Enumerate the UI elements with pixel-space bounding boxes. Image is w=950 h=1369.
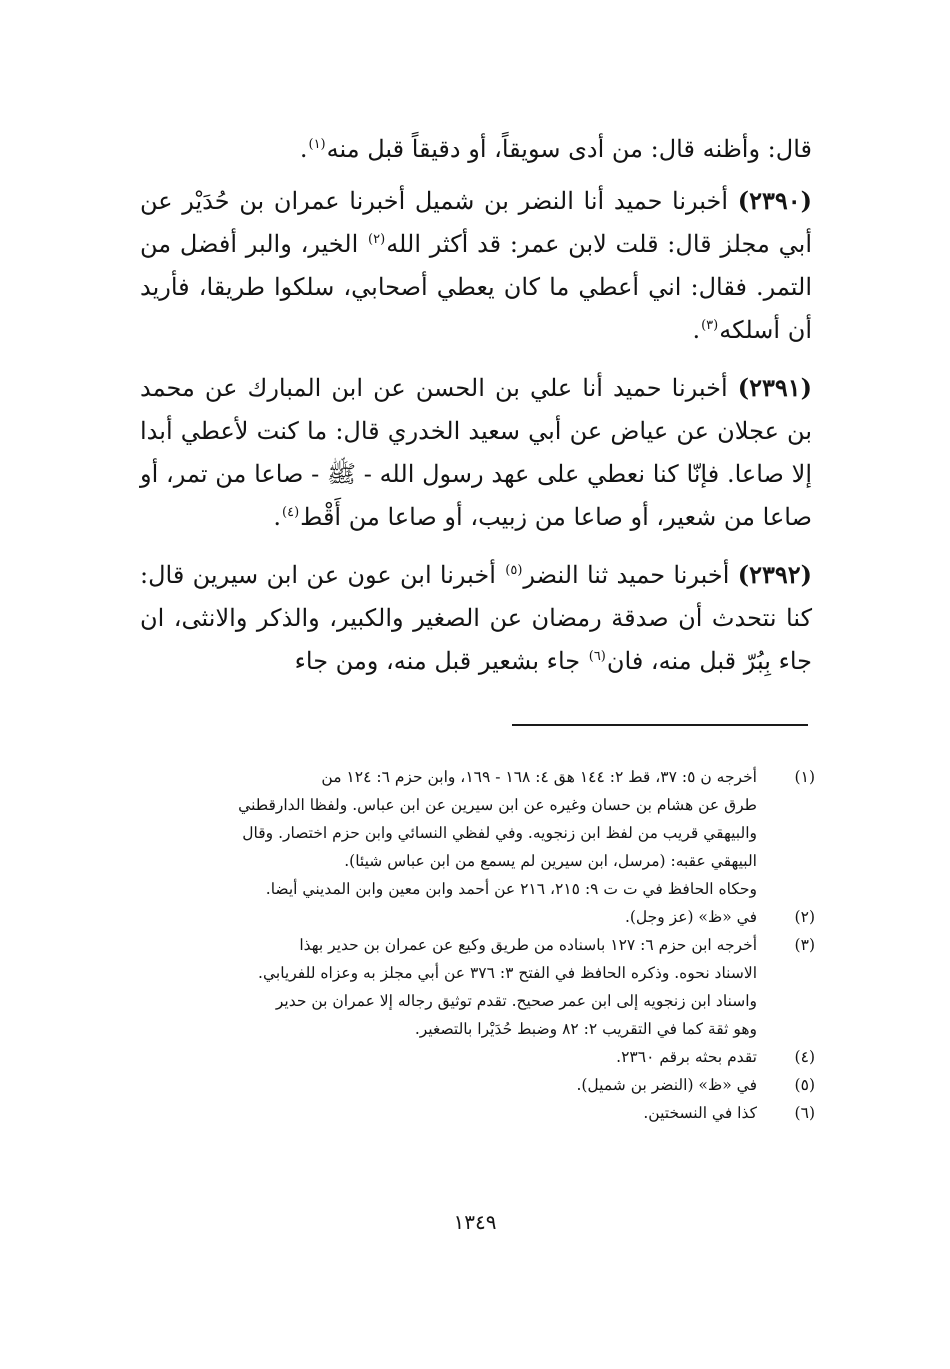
footnote-line: في «ظ» (النضر بن شميل). <box>576 1076 757 1094</box>
footnote-line: كذا في النسختين. <box>643 1104 757 1122</box>
footnote-ref-4[interactable]: (٤) <box>282 505 300 520</box>
entry-2391 <box>140 366 812 539</box>
footnote-line: طرق عن هشام بن حسان وغيره عن ابن سيرين عن ابن عباس. ولفظا الدارقطني <box>238 796 757 814</box>
footnote-5 <box>150 1071 815 1099</box>
footnote-divider <box>512 724 808 726</box>
footnote-line: البيهقي عقبه: (مرسل، ابن سيرين لم يسمع من ابن عباس شيئا). <box>344 852 757 870</box>
footnote-2 <box>150 903 815 931</box>
entry-number-2392: (٢٣٩٢) <box>737 560 812 589</box>
entry-2392-text-b: أخبرنا ابن عون عن ابن سيرين قال: كنا نتحدث أن صدقة رمضان عن الصغير والكبير، والذكر والانثى، ان جاء بِبُرّ قبل منه، فان <box>140 561 812 675</box>
footnote-number: (٤) <box>794 1048 815 1066</box>
footnote-4 <box>150 1043 815 1071</box>
footnote-number: (٣) <box>794 936 815 954</box>
footnote-line: أخرجه ابن حزم ٦: ١٢٧ باسناده من طريق وكيع عن عمران بن حدير بهذا <box>299 936 757 954</box>
footnote-line: واسناد ابن زنجويه إلى ابن عمر صحيح. تقدم توثيق رجاله إلا عمران بن حدير <box>275 992 757 1010</box>
footnote-ref-2[interactable]: (٢) <box>368 232 386 247</box>
footnote-6 <box>150 1099 815 1127</box>
footnote-line: والبيهقي قريب من لفظ ابن زنجويه. وفي لفظي النسائي وابن حزم اختصار. وقال <box>242 824 757 842</box>
footnote-line: وهو ثقة كما في التقريب ٢: ٨٢ وضبط حُدَيْرا بالتصغير. <box>414 1020 757 1038</box>
footnote-ref-6[interactable]: (٦) <box>588 649 606 664</box>
footnote-line: في «ظ» (عز وجل). <box>624 908 757 926</box>
entry-2390-text-a: أخبرنا حميد أنا النضر بن شميل أخبرنا عمران بن حُدَيْر عن أبي مجلز قال: قلت لابن عمر: قد أكثر الله <box>140 187 812 258</box>
entry-2390 <box>140 179 812 352</box>
entry-2390-end: . <box>692 316 701 344</box>
footnote-number: (٥) <box>794 1076 815 1094</box>
entry-2392 <box>140 553 812 683</box>
footnote-body <box>150 1071 757 1099</box>
footnote-ref-3[interactable]: (٣) <box>701 318 719 333</box>
intro-text: قال: وأظنه قال: من أدى سويقاً، أو دقيقاً قبل منه <box>326 135 812 163</box>
footnote-body <box>150 903 757 931</box>
footnote-body <box>150 1099 757 1127</box>
footnotes <box>150 763 815 1127</box>
footnote-body <box>150 931 757 1043</box>
footnote-line: أخرجه ن ٥: ٣٧، قط ٢: ١٤٤ هق ٤: ١٦٨ - ١٦٩، وابن حزم ٦: ١٢٤ من <box>321 768 757 786</box>
footnote-line: الاسناد نحوه. وذكره الحافظ في الفتح ٣: ٣٧٦ عن أبي مجلز به وعزاه للفريابي. <box>258 964 757 982</box>
footnote-line: وحكاه الحافظ في ت ت ٩: ٢١٥، ٢١٦ عن أحمد وابن معين وابن المديني أيضا. <box>265 880 757 898</box>
main-text <box>140 128 812 697</box>
page-number: ١٣٤٩ <box>453 1210 497 1234</box>
footnote-3 <box>150 931 815 1043</box>
footnote-1 <box>150 763 815 903</box>
intro-paragraph <box>140 128 812 171</box>
footnote-ref-1[interactable]: (١) <box>308 137 326 152</box>
footnote-ref-5[interactable]: (٥) <box>505 563 523 578</box>
entry-2392-text-c: جاء بشعير قبل منه، ومن جاء <box>294 647 581 675</box>
footnote-body <box>150 763 757 903</box>
footnote-line: تقدم بحثه برقم ٢٣٦٠. <box>616 1048 757 1066</box>
entry-number-2391: (٢٣٩١) <box>737 373 812 402</box>
footnote-number: (٦) <box>794 1104 815 1122</box>
footnote-number: (٢) <box>794 908 815 926</box>
footnote-number: (١) <box>794 768 815 786</box>
footnote-body <box>150 1043 757 1071</box>
entry-2390-text-b: الخير، والبر أفضل من التمر. فقال: اني أعطي ما كان يعطي أصحابي، سلكوا طريقا، فأريد أن أسلكه <box>140 230 812 344</box>
intro-end: . <box>299 135 308 163</box>
entry-2392-text-a: أخبرنا حميد ثنا النضر <box>523 561 730 589</box>
entry-2391-text-a: أخبرنا حميد أنا علي بن الحسن عن ابن المبارك عن محمد بن عجلان عن عياض عن أبي سعيد الخدري قال: ما كنت لأعطي أبدا إلا صاعا. فإنّا كنا نعطي على عهد رسول الله - ﷺ - صاعا من تمر، أو صاعا من شعير، أو صاعا من زبيب، أو صاعا من أَقْط <box>140 374 812 531</box>
entry-2391-end: . <box>273 503 282 531</box>
entry-number-2390: (٢٣٩٠) <box>737 186 812 215</box>
